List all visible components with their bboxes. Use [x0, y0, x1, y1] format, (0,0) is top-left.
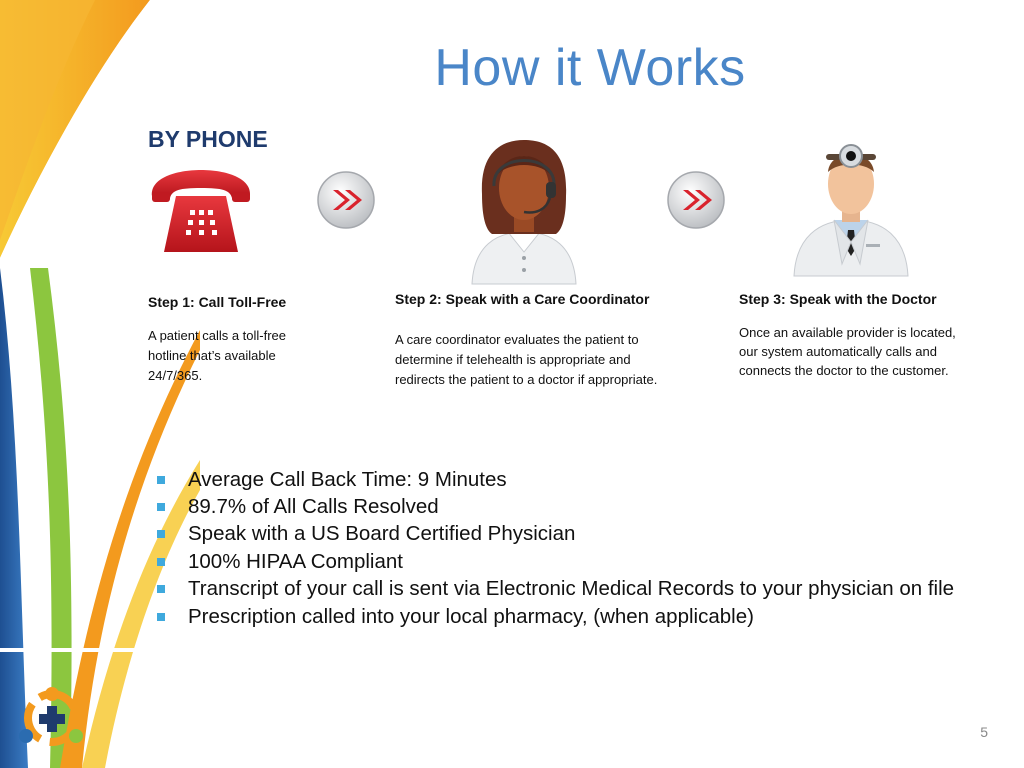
bullet-item — [156, 603, 954, 630]
step-3-description-line: our system automatically calls and — [739, 344, 937, 359]
step-2-description-line: determine if telehealth is appropriate and — [395, 352, 631, 367]
bullet-square-icon — [157, 530, 165, 538]
bullet-item — [156, 576, 954, 603]
bullet-square-icon — [157, 476, 165, 484]
bullet-text: Prescription called into your local pharmacy, (when applicable) — [188, 604, 754, 628]
bullet-square-icon — [157, 503, 165, 511]
step-2-description-line: A care coordinator evaluates the patient to — [395, 332, 639, 347]
step-1-description — [148, 326, 358, 386]
step-2-description — [395, 330, 715, 390]
step-1-description-line: 24/7/365. — [148, 368, 203, 383]
care-coordinator-icon — [466, 134, 582, 286]
slide-title: How it Works — [434, 39, 746, 97]
feature-bullet-list — [156, 466, 954, 630]
section-heading: BY PHONE — [148, 126, 268, 152]
arrow-right-icon — [316, 170, 376, 230]
step-3-title: Step 3: Speak with the Doctor — [739, 291, 937, 307]
page-number: 5 — [980, 724, 988, 740]
step-1-description-line: hotline that’s available — [148, 348, 276, 363]
doctor-icon — [790, 138, 912, 278]
step-1-description-line: A patient calls a toll-free — [148, 328, 287, 343]
bullet-text: 89.7% of All Calls Resolved — [188, 495, 439, 519]
bullet-item — [156, 493, 954, 520]
step-1-title: Step 1: Call Toll-Free — [148, 294, 287, 310]
bullet-item — [156, 521, 954, 548]
step-3-description-line: connects the doctor to the customer. — [739, 363, 949, 378]
step-2-title: Step 2: Speak with a Care Coordinator — [395, 291, 650, 307]
company-logo — [14, 684, 90, 750]
bullet-square-icon — [157, 613, 165, 621]
bullet-item — [156, 466, 954, 493]
step-2-description-line: redirects the patient to a doctor if appropriate. — [395, 372, 658, 387]
bullet-text: Speak with a US Board Certified Physician — [188, 522, 576, 546]
bullet-text: Average Call Back Time: 9 Minutes — [188, 467, 507, 491]
step-3-description-line: Once an available provider is located, — [739, 325, 956, 340]
bullet-square-icon — [157, 558, 165, 566]
bullet-text: Transcript of your call is sent via Electronic Medical Records to your physician on file — [188, 577, 955, 601]
bullet-square-icon — [157, 585, 165, 593]
telephone-icon — [146, 166, 256, 258]
bullet-text: 100% HIPAA Compliant — [188, 549, 403, 573]
step-3-description — [739, 323, 1009, 380]
bullet-item — [156, 548, 954, 575]
arrow-right-icon — [666, 170, 726, 230]
